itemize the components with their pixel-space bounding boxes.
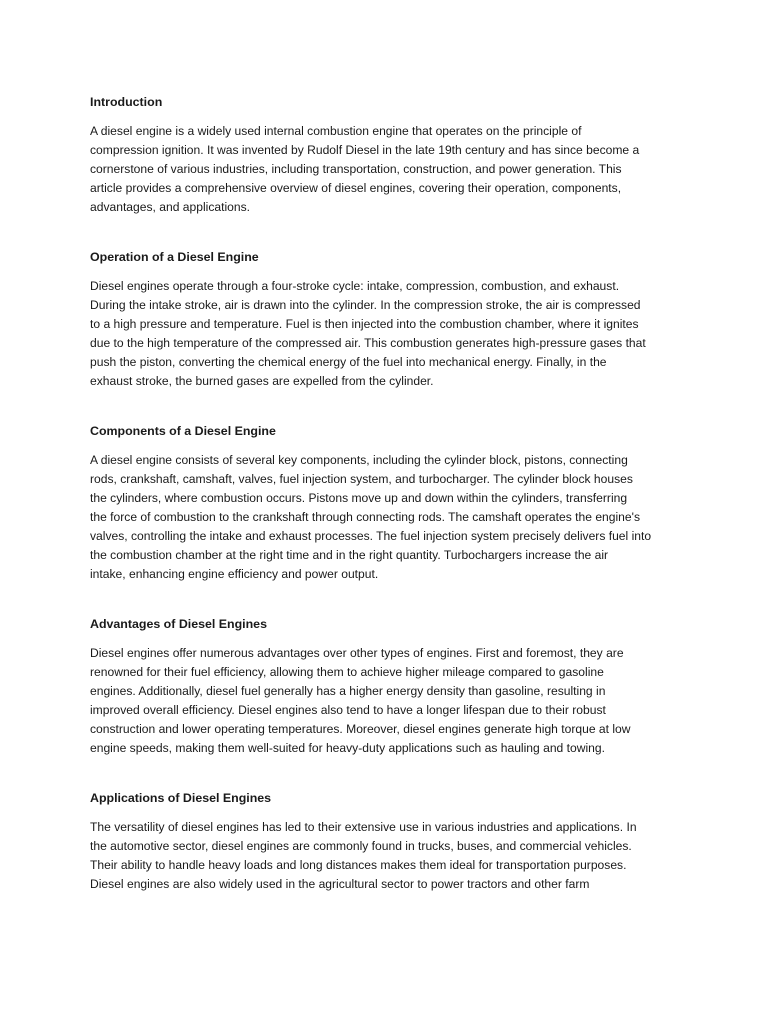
- section-heading: Operation of a Diesel Engine: [90, 250, 259, 264]
- section-heading: Applications of Diesel Engines: [90, 791, 272, 805]
- paragraph-line: due to the high temperature of the compressed air. This combustion generates high-pressure gases that: [90, 336, 646, 350]
- paragraph-line: construction and lower operating temperatures. Moreover, diesel engines generate high torque at low: [90, 722, 631, 736]
- section-paragraph: [90, 122, 680, 217]
- paragraph-line: rods, crankshaft, camshaft, valves, fuel injection system, and turbocharger. The cylinder block houses: [90, 472, 633, 486]
- section-advantages: [90, 615, 680, 758]
- paragraph-line: intake, enhancing engine efficiency and power output.: [90, 567, 379, 581]
- paragraph-line: article provides a comprehensive overview of diesel engines, covering their operation, components,: [90, 181, 622, 195]
- paragraph-line: cornerstone of various industries, including transportation, construction, and power generation. This: [90, 162, 622, 176]
- paragraph-line: the automotive sector, diesel engines are commonly found in trucks, buses, and commercial vehicles.: [90, 839, 632, 853]
- paragraph-line: Diesel engines operate through a four-stroke cycle: intake, compression, combustion, and exhaust.: [90, 279, 620, 293]
- paragraph-line: exhaust stroke, the burned gases are expelled from the cylinder.: [90, 374, 434, 388]
- paragraph-line: the cylinders, where combustion occurs. Pistons move up and down within the cylinders, transferring: [90, 491, 628, 505]
- paragraph-line: A diesel engine consists of several key components, including the cylinder block, pistons, connecting: [90, 453, 628, 467]
- paragraph-line: to a high pressure and temperature. Fuel is then injected into the combustion chamber, where it ignites: [90, 317, 639, 331]
- section-paragraph: [90, 818, 680, 894]
- paragraph-line: valves, controlling the intake and exhaust processes. The fuel injection system precisely delivers fuel into: [90, 529, 652, 543]
- document-page: [90, 93, 680, 925]
- section-introduction: [90, 93, 680, 217]
- section-paragraph: [90, 277, 680, 391]
- section-paragraph: [90, 644, 680, 758]
- section-heading: Advantages of Diesel Engines: [90, 617, 267, 631]
- paragraph-line: Their ability to handle heavy loads and long distances makes them ideal for transportation purposes.: [90, 858, 627, 872]
- paragraph-line: advantages, and applications.: [90, 200, 251, 214]
- paragraph-line: renowned for their fuel efficiency, allowing them to achieve higher mileage compared to gasoline: [90, 665, 604, 679]
- section-heading: Introduction: [90, 95, 163, 109]
- paragraph-line: improved overall efficiency. Diesel engines also tend to have a longer lifespan due to their robust: [90, 703, 606, 717]
- section-applications: [90, 789, 680, 894]
- paragraph-line: During the intake stroke, air is drawn into the cylinder. In the compression stroke, the air is compressed: [90, 298, 641, 312]
- paragraph-line: A diesel engine is a widely used internal combustion engine that operates on the principle of: [90, 124, 582, 138]
- paragraph-line: compression ignition. It was invented by Rudolf Diesel in the late 19th century and has since become a: [90, 143, 640, 157]
- section-heading: Components of a Diesel Engine: [90, 424, 276, 438]
- paragraph-line: the force of combustion to the crankshaft through connecting rods. The camshaft operates the engine's: [90, 510, 640, 524]
- paragraph-line: engines. Additionally, diesel fuel generally has a higher energy density than gasoline, resulting in: [90, 684, 606, 698]
- paragraph-line: Diesel engines are also widely used in the agricultural sector to power tractors and other farm: [90, 877, 590, 891]
- section-components: [90, 422, 680, 584]
- paragraph-line: push the piston, converting the chemical energy of the fuel into mechanical energy. Finally, in the: [90, 355, 607, 369]
- section-operation: [90, 248, 680, 391]
- paragraph-line: Diesel engines offer numerous advantages over other types of engines. First and foremost, they are: [90, 646, 624, 660]
- paragraph-line: engine speeds, making them well-suited for heavy-duty applications such as hauling and towing.: [90, 741, 605, 755]
- paragraph-line: The versatility of diesel engines has led to their extensive use in various industries and applications. In: [90, 820, 637, 834]
- section-paragraph: [90, 451, 680, 584]
- paragraph-line: the combustion chamber at the right time and in the right quantity. Turbochargers increase the air: [90, 548, 609, 562]
